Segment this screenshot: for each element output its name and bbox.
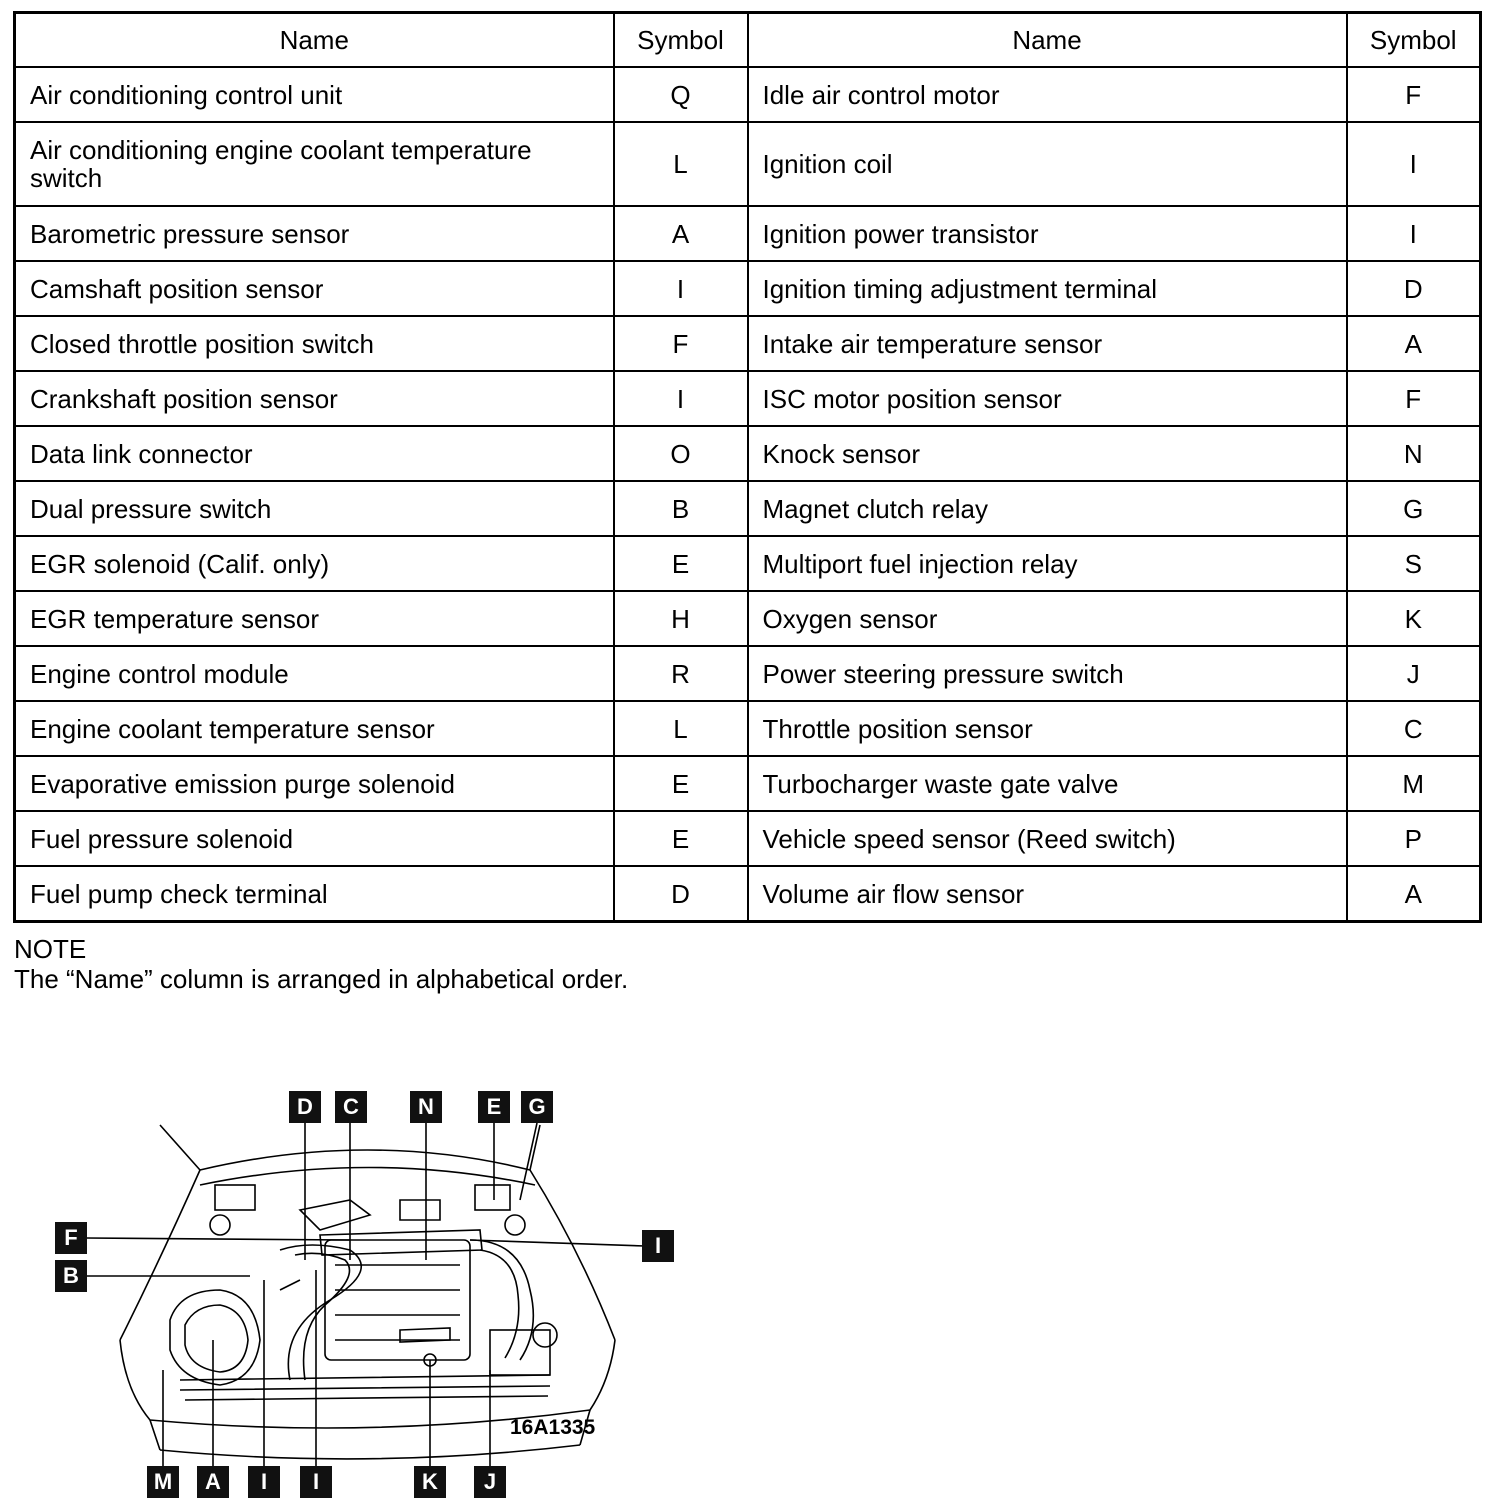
name-cell-left: EGR temperature sensor [15, 591, 614, 646]
callout-c: C [335, 1091, 367, 1123]
symbol-cell-right: I [1347, 206, 1481, 261]
callout-i-right: I [642, 1230, 674, 1262]
symbol-cell-left: E [614, 811, 748, 866]
name-cell-left: Crankshaft position sensor [15, 371, 614, 426]
name-cell-left: Evaporative emission purge solenoid [15, 756, 614, 811]
name-cell-left: Air conditioning engine coolant temperature switch [15, 122, 614, 206]
table-row [15, 316, 1481, 371]
callout-b: B [55, 1260, 87, 1292]
engine-compartment-diagram [50, 1090, 690, 1500]
table-row [15, 536, 1481, 591]
callout-g: G [521, 1091, 553, 1123]
note-title: NOTE [14, 934, 87, 964]
symbol-cell-right: M [1347, 756, 1481, 811]
component-location-table [13, 11, 1482, 923]
name-cell-right: Magnet clutch relay [748, 481, 1347, 536]
name-cell-right: Throttle position sensor [748, 701, 1347, 756]
symbol-cell-right: K [1347, 591, 1481, 646]
name-cell-left: Engine control module [15, 646, 614, 701]
callout-e: E [478, 1091, 510, 1123]
symbol-cell-left: D [614, 866, 748, 922]
name-cell-left: Data link connector [15, 426, 614, 481]
table-row [15, 67, 1481, 122]
name-cell-right: Power steering pressure switch [748, 646, 1347, 701]
name-cell-right: Idle air control motor [748, 67, 1347, 122]
table-row [15, 866, 1481, 922]
callout-d: D [289, 1091, 321, 1123]
symbol-cell-left: O [614, 426, 748, 481]
name-cell-left: Closed throttle position switch [15, 316, 614, 371]
name-cell-right: Oxygen sensor [748, 591, 1347, 646]
symbol-cell-right: I [1347, 122, 1481, 206]
callout-i-bottom-1: I [248, 1466, 280, 1498]
symbol-cell-right: F [1347, 371, 1481, 426]
callout-f: F [55, 1222, 87, 1254]
callout-m: M [147, 1466, 179, 1498]
table-row [15, 371, 1481, 426]
callout-i-bottom-2: I [300, 1466, 332, 1498]
name-cell-left: Fuel pressure solenoid [15, 811, 614, 866]
name-cell-left: Camshaft position sensor [15, 261, 614, 316]
name-cell-left: Dual pressure switch [15, 481, 614, 536]
table-row [15, 756, 1481, 811]
symbol-cell-left: F [614, 316, 748, 371]
note [14, 934, 628, 994]
table-row [15, 426, 1481, 481]
name-cell-right: Vehicle speed sensor (Reed switch) [748, 811, 1347, 866]
symbol-cell-right: A [1347, 866, 1481, 922]
symbol-cell-right: F [1347, 67, 1481, 122]
symbol-cell-left: B [614, 481, 748, 536]
name-cell-right: Intake air temperature sensor [748, 316, 1347, 371]
name-cell-right: Turbocharger waste gate valve [748, 756, 1347, 811]
figure-code: 16A1335 [510, 1416, 596, 1439]
name-cell-right: Multiport fuel injection relay [748, 536, 1347, 591]
symbol-cell-left: H [614, 591, 748, 646]
callout-a: A [197, 1466, 229, 1498]
symbol-cell-left: L [614, 701, 748, 756]
table-row [15, 811, 1481, 866]
table-row [15, 206, 1481, 261]
symbol-cell-right: N [1347, 426, 1481, 481]
symbol-cell-left: E [614, 756, 748, 811]
name-cell-left: Barometric pressure sensor [15, 206, 614, 261]
name-cell-right: Ignition timing adjustment terminal [748, 261, 1347, 316]
symbol-cell-right: C [1347, 701, 1481, 756]
symbol-cell-right: A [1347, 316, 1481, 371]
symbol-cell-left: Q [614, 67, 748, 122]
table-header-row [15, 13, 1481, 68]
name-cell-right: Ignition coil [748, 122, 1347, 206]
name-cell-right: Volume air flow sensor [748, 866, 1347, 922]
symbol-cell-right: P [1347, 811, 1481, 866]
symbol-cell-left: E [614, 536, 748, 591]
header-name-left: Name [15, 13, 614, 68]
name-cell-right: Knock sensor [748, 426, 1347, 481]
name-cell-left: Fuel pump check terminal [15, 866, 614, 922]
symbol-cell-left: A [614, 206, 748, 261]
symbol-cell-left: I [614, 261, 748, 316]
table-row [15, 701, 1481, 756]
name-cell-left: Engine coolant temperature sensor [15, 701, 614, 756]
symbol-cell-left: L [614, 122, 748, 206]
name-cell-right: ISC motor position sensor [748, 371, 1347, 426]
table-row [15, 122, 1481, 206]
symbol-cell-left: I [614, 371, 748, 426]
note-text: The “Name” column is arranged in alphabetical order. [14, 964, 629, 994]
header-symbol-left: Symbol [614, 13, 748, 68]
callout-j: J [474, 1466, 506, 1498]
table-row [15, 646, 1481, 701]
table-row [15, 481, 1481, 536]
symbol-cell-right: D [1347, 261, 1481, 316]
header-name-right: Name [748, 13, 1347, 68]
symbol-cell-right: G [1347, 481, 1481, 536]
table-body [15, 67, 1481, 922]
header-symbol-right: Symbol [1347, 13, 1481, 68]
symbol-cell-left: R [614, 646, 748, 701]
symbol-cell-right: J [1347, 646, 1481, 701]
table-row [15, 591, 1481, 646]
table-row [15, 261, 1481, 316]
name-cell-left: Air conditioning control unit [15, 67, 614, 122]
callout-k: K [414, 1466, 446, 1498]
callout-n: N [410, 1091, 442, 1123]
name-cell-right: Ignition power transistor [748, 206, 1347, 261]
name-cell-left: EGR solenoid (Calif. only) [15, 536, 614, 591]
symbol-cell-right: S [1347, 536, 1481, 591]
